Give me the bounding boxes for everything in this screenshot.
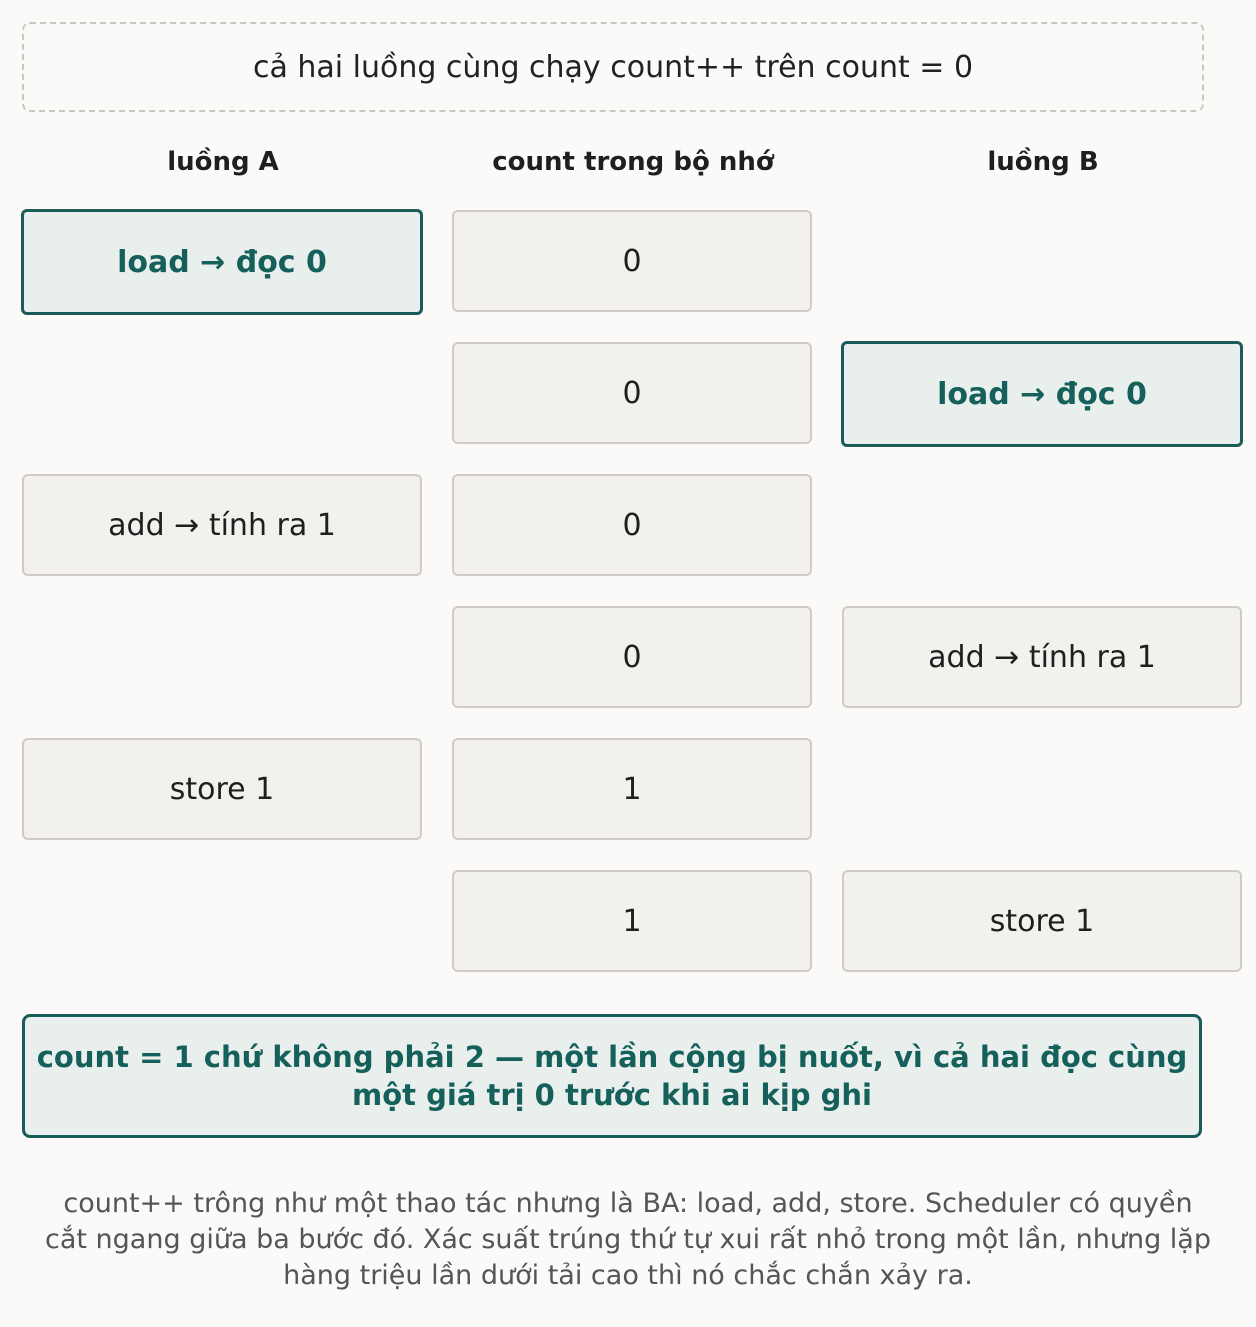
result-callout bbox=[22, 1014, 1202, 1138]
explanation-note: count++ trông như một thao tác nhưng là BA: load, add, store. Scheduler có quyền cắt ngang giữa ba bước đó. Xác suất trúng thứ tự xui rất nhỏ trong một lần, nhưng lặp hàng triệu lần dưới tải cao thì nó chắc chắn xảy ra. bbox=[45, 1188, 1211, 1291]
thread-b-step-store: store 1 bbox=[842, 870, 1242, 972]
thread-b-step-add: add → tính ra 1 bbox=[842, 606, 1242, 708]
thread-a-step-store: store 1 bbox=[22, 738, 422, 840]
thread-a-step-load: load → đọc 0 bbox=[21, 209, 423, 315]
memory-value-step-3: 0 bbox=[452, 474, 812, 576]
diagram-header bbox=[22, 22, 1204, 112]
memory-value-step-4: 0 bbox=[452, 606, 812, 708]
memory-value-step-5: 1 bbox=[452, 738, 812, 840]
column-header-thread-a: luồng A bbox=[167, 147, 279, 177]
memory-value-step-6: 1 bbox=[452, 870, 812, 972]
column-header-memory: count trong bộ nhớ bbox=[492, 147, 774, 177]
header-text: cả hai luồng cùng chạy count++ trên count = 0 bbox=[252, 49, 974, 85]
thread-b-step-load: load → đọc 0 bbox=[841, 341, 1243, 447]
thread-a-step-add: add → tính ra 1 bbox=[22, 474, 422, 576]
memory-value-step-1: 0 bbox=[452, 210, 812, 312]
column-header-thread-b: luồng B bbox=[987, 147, 1099, 177]
result-text: count = 1 chứ không phải 2 — một lần cộng bị nuốt, vì cả hai đọc cùng một giá trị 0 trước khi ai kịp ghi bbox=[36, 1040, 1188, 1112]
memory-value-step-2: 0 bbox=[452, 342, 812, 444]
